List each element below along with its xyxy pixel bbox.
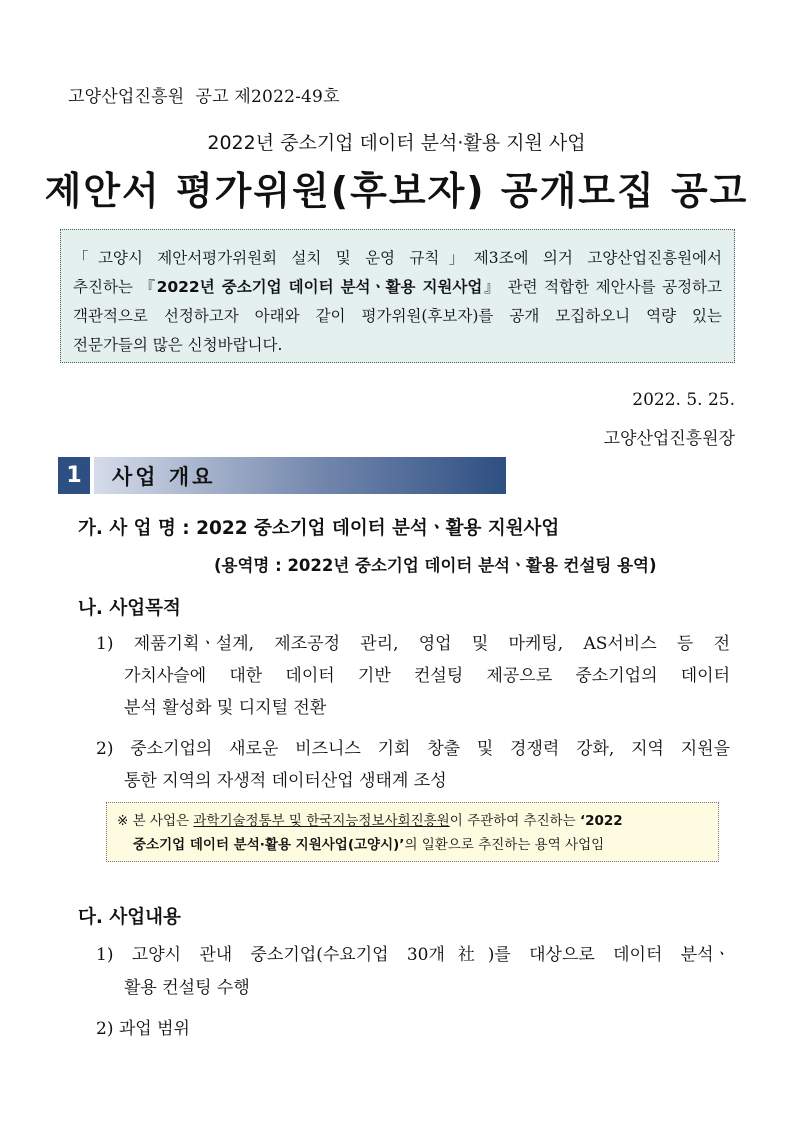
purpose-heading: 나. 사업목적 (78, 598, 181, 619)
note-bold: ‘2022 (579, 813, 623, 829)
doc-number: 고양산업진흥원 공고 제2022-49호 (68, 87, 340, 107)
purpose-item-2-line-1: 2) 중소기업의 새로운 비즈니스 기회 창출 및 경쟁력 강화, 지역 지원을 (96, 739, 730, 759)
section-title: 사업 개요 (94, 457, 506, 494)
issuer-name: 고양산업진흥원장 (603, 429, 735, 449)
intro-line-4: 전문가들의 많은 신청바랍니다. (73, 336, 283, 354)
content-item-2: 2) 과업 범위 (96, 1019, 190, 1039)
content-heading: 다. 사업내용 (78, 907, 181, 928)
intro-line-2 (73, 273, 722, 302)
intro-text: 』 관련 적합한 제안사를 공정하고 (482, 278, 722, 296)
note-text: 이 주관하여 추진하는 (449, 813, 580, 829)
content-item-1-line-1: 1) 고양시 관내 중소기업(수요기업 30개社)를 대상으로 데이터 분석ㆍ (96, 945, 730, 965)
note-text: 의 일환으로 추진하는 용역 사업임 (404, 837, 605, 853)
note-box (106, 802, 719, 862)
content-item-1-line-2: 활용 컨설팅 수행 (124, 978, 250, 998)
section-number: 1 (58, 457, 90, 494)
note-line-1 (117, 809, 708, 833)
purpose-item-1-line-3: 분석 활성화 및 디지털 전환 (124, 698, 327, 718)
page-title: 제안서 평가위원(후보자) 공개모집 공고 (44, 169, 749, 213)
section-header (58, 457, 506, 494)
announcement-date: 2022. 5. 25. (632, 390, 735, 410)
agency-names: 과학기술정통부 및 한국지능정보사회진흥원 (193, 813, 450, 829)
project-title-heading: 가. 사 업 명 : 2022 중소기업 데이터 분석ㆍ활용 지원사업 (78, 518, 560, 539)
note-bold: 중소기업 데이터 분석·활용 지원사업(고양시)’ (133, 837, 405, 853)
note-text: ※ 본 사업은 (117, 813, 194, 829)
purpose-item-1-line-1: 1) 제품기획ㆍ설계, 제조공정 관리, 영업 및 마케팅, AS서비스 등 전 (96, 634, 730, 654)
purpose-item-2-line-2: 통한 지역의 자생적 데이터산업 생태계 조성 (124, 771, 447, 791)
intro-line-1: 「고양시 제안서평가위원회 설치 및 운영 규칙」제3조에 의거 고양산업진흥원에서 (73, 249, 722, 267)
intro-box (60, 229, 735, 363)
project-name: 2022년 중소기업 데이터 분석ㆍ활용 지원사업 (156, 278, 483, 296)
subtitle: 2022년 중소기업 데이터 분석·활용 지원 사업 (207, 132, 586, 154)
purpose-item-1-line-2: 가치사슬에 대한 데이터 기반 컨설팅 제공으로 중소기업의 데이터 (124, 666, 730, 686)
intro-text: 추진하는 『 (73, 278, 157, 296)
intro-line-3: 객관적으로 선정하고자 아래와 같이 평가위원(후보자)를 공개 모집하오니 역량 있는 (73, 307, 722, 325)
note-line-2 (117, 833, 708, 857)
service-name: (용역명 : 2022년 중소기업 데이터 분석ㆍ활용 컨설팅 용역) (214, 556, 657, 575)
